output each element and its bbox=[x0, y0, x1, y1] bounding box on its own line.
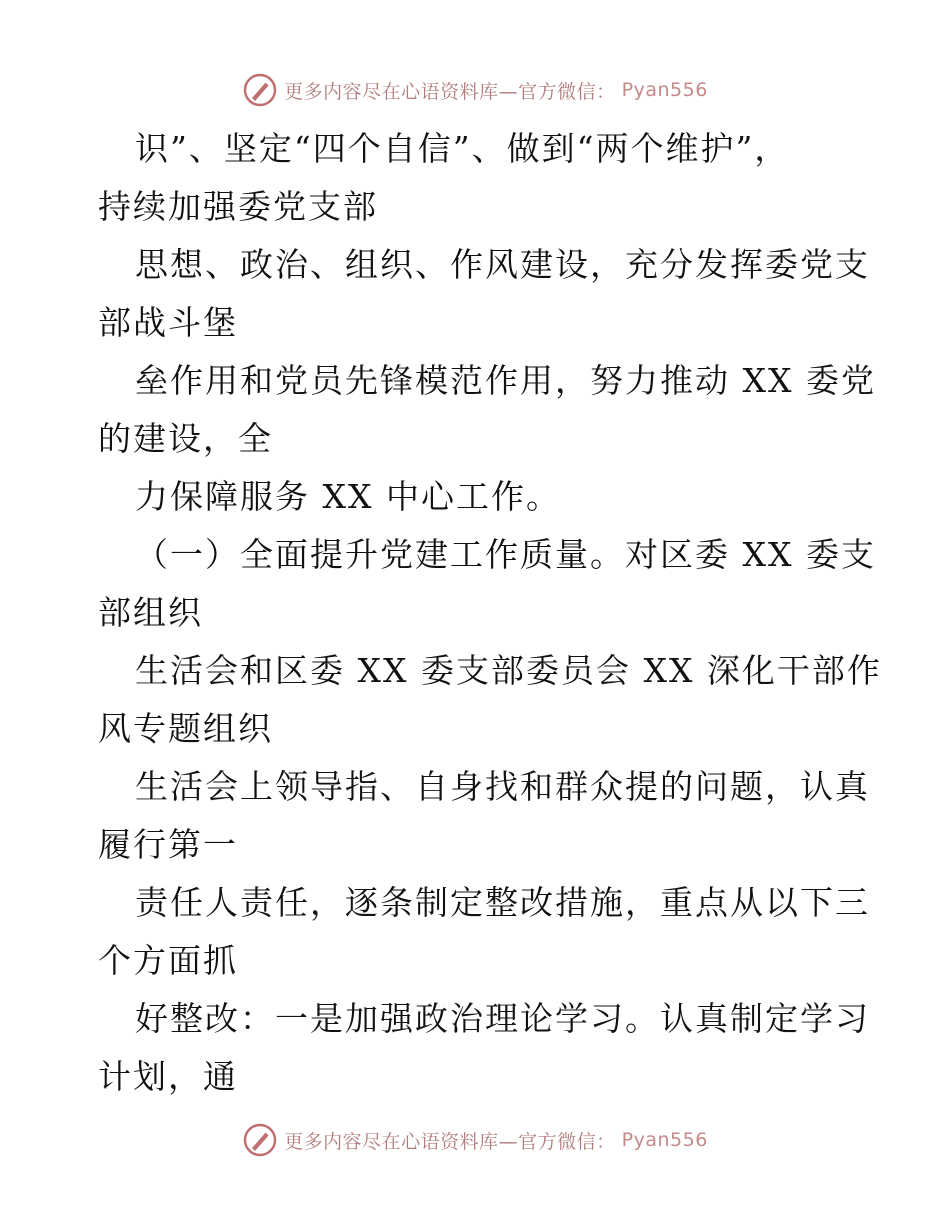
text-line: 的建设，全 bbox=[98, 419, 273, 458]
text-line: 识”、坚定“四个自信”、做到“两个维护”， bbox=[135, 129, 790, 168]
text-line: 计划，通 bbox=[98, 1057, 238, 1096]
text-line: 个方面抓 bbox=[98, 941, 238, 980]
pen-logo-icon bbox=[242, 72, 278, 108]
footer-watermark bbox=[0, 1120, 950, 1160]
text-line: 思想、政治、组织、作风建设，充分发挥委党支 bbox=[135, 245, 870, 284]
text-line: 垒作用和党员先锋模范作用，努力推动 XX 委党 bbox=[135, 361, 876, 400]
text-line: （一）全面提升党建工作质量。对区委 XX 委支 bbox=[135, 535, 876, 574]
text-line: 部战斗堡 bbox=[98, 303, 238, 342]
text-line: 持续加强委党支部 bbox=[98, 187, 378, 226]
text-line: 生活会上领导指、自身找和群众提的问题，认真 bbox=[135, 767, 870, 806]
text-line: 履行第一 bbox=[98, 825, 238, 864]
text-line: 生活会和区委 XX 委支部委员会 XX 深化干部作 bbox=[135, 651, 882, 690]
text-line: 责任人责任，逐条制定整改措施，重点从以下三 bbox=[135, 883, 870, 922]
watermark-text: 更多内容尽在心语资料库—官方微信： bbox=[284, 80, 616, 103]
text-line: 力保障服务 XX 中心工作。 bbox=[135, 477, 561, 516]
document-body bbox=[98, 120, 882, 1106]
header-watermark bbox=[0, 70, 950, 110]
watermark-text: 更多内容尽在心语资料库—官方微信： bbox=[284, 1130, 616, 1153]
text-line: 部组织 bbox=[98, 593, 203, 632]
text-line: 风专题组织 bbox=[98, 709, 273, 748]
watermark-wechat-id: Pyan556 bbox=[621, 1129, 708, 1151]
pen-logo-icon bbox=[242, 1122, 278, 1158]
text-line: 好整改：一是加强政治理论学习。认真制定学习 bbox=[135, 999, 870, 1038]
watermark-wechat-id: Pyan556 bbox=[621, 79, 708, 101]
